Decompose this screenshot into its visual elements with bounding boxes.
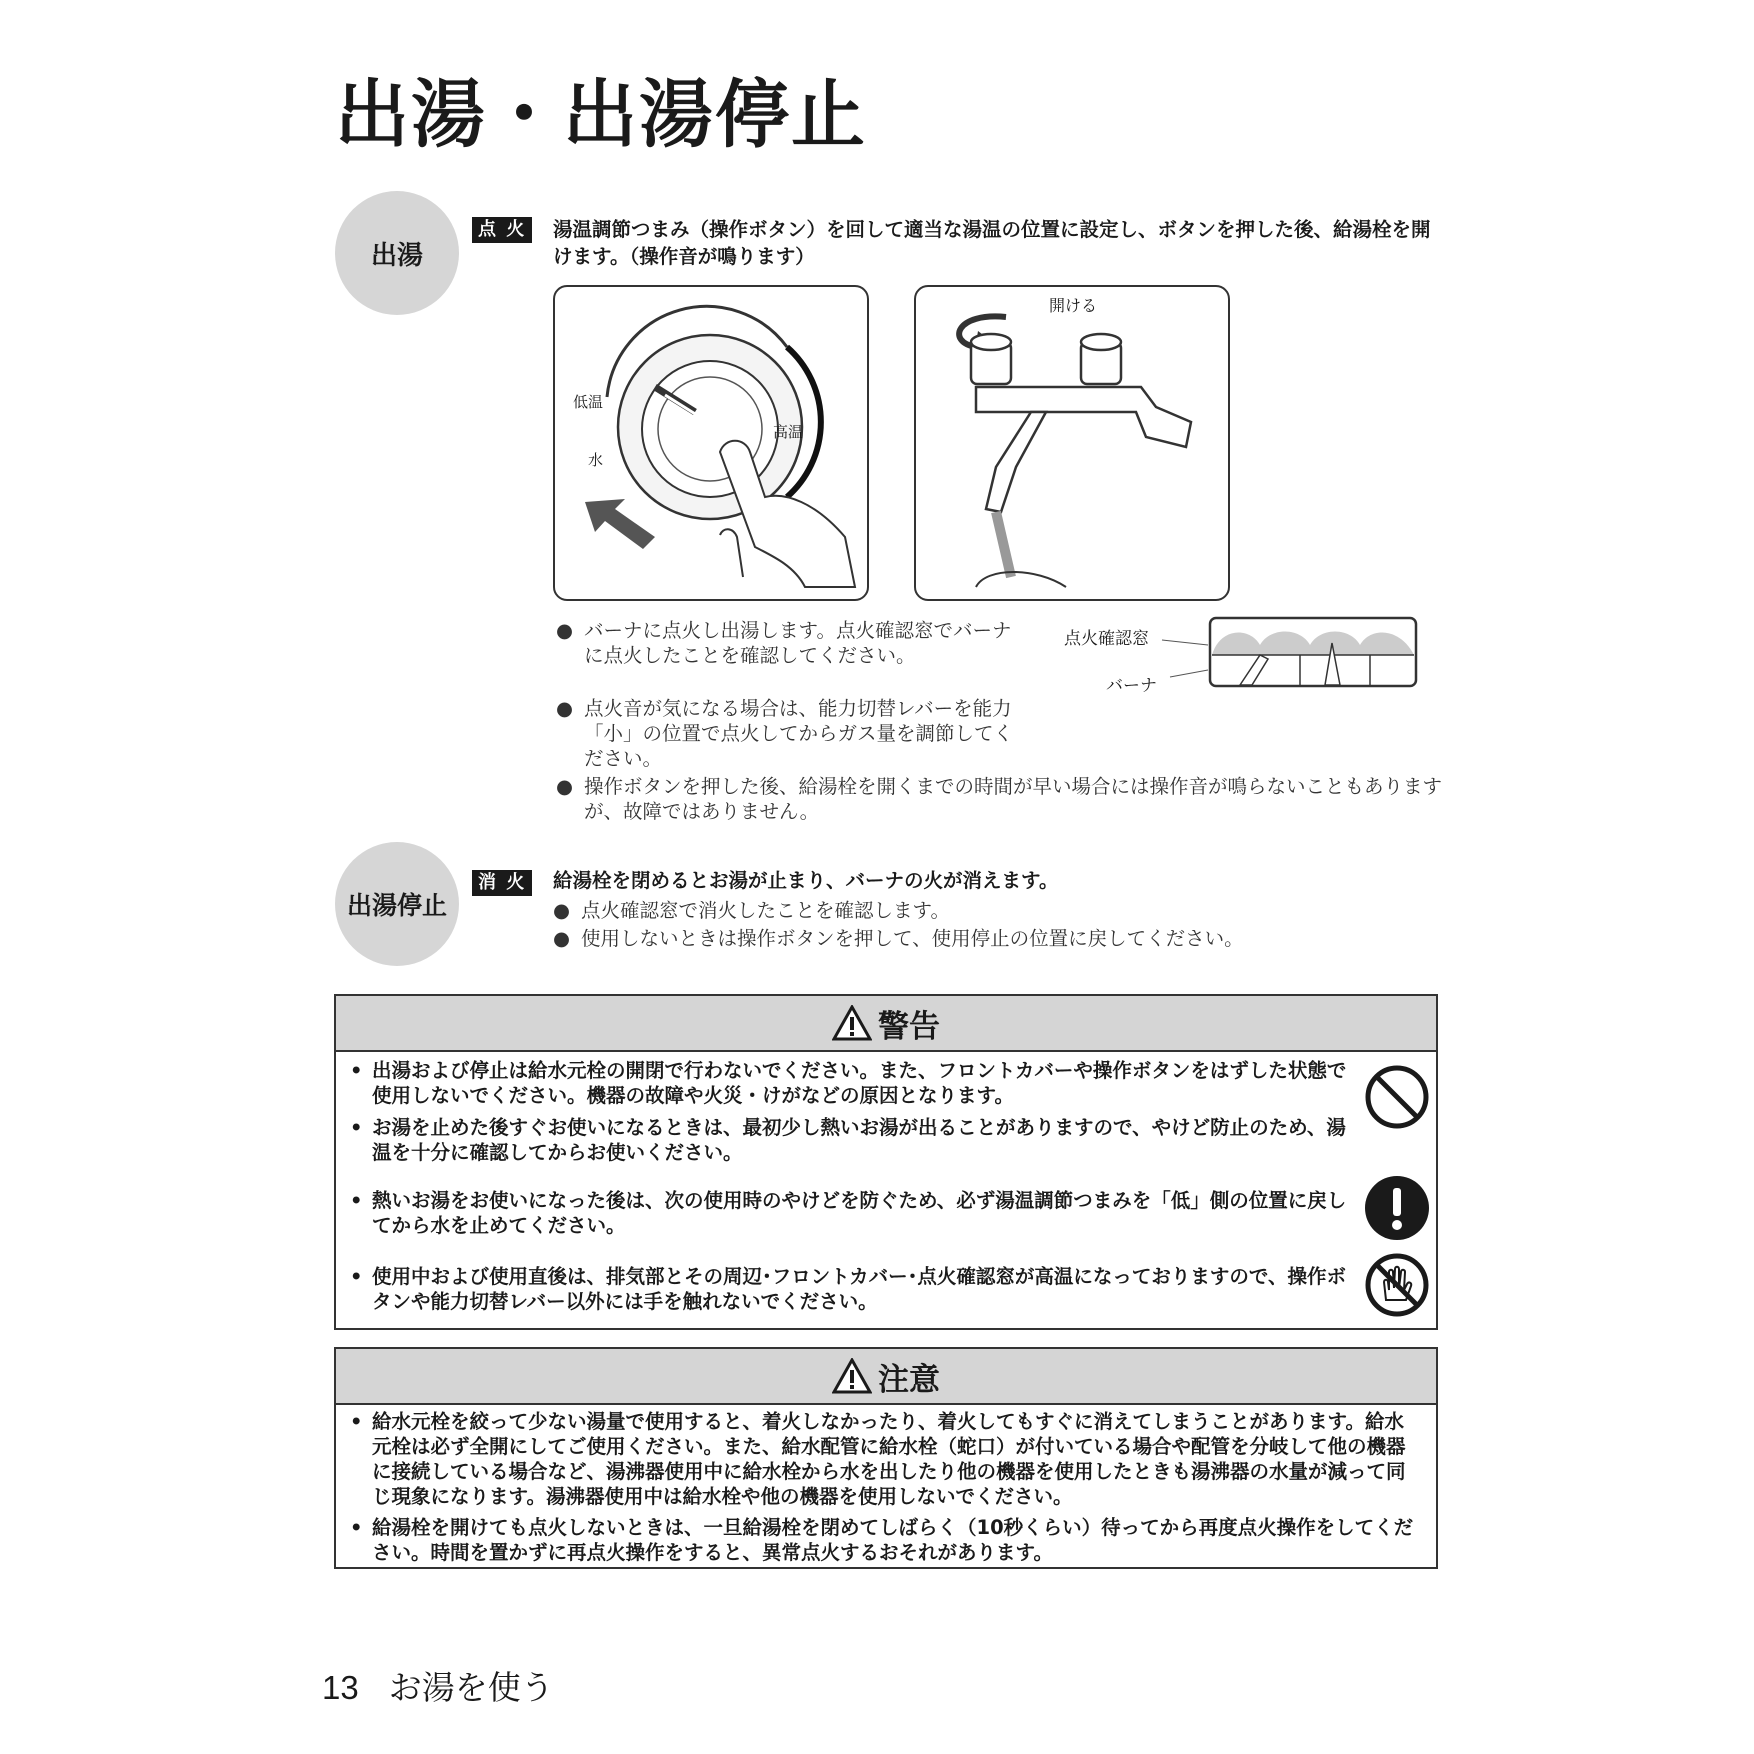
page-footer [322, 1662, 554, 1709]
no-touch-icon [1364, 1252, 1430, 1318]
caution-item: • 給水元栓を絞って少ない湯量で使用すると、着火しなかったり、着火してもすぐに消えてしまうことがあります。給水元栓は必ず全開にしてご使用ください。また、給水配管に給水栓（蛇口）が付いている場合や配管を分岐して他の機器に接続している場合など、湯沸器使用中に給水栓から水を出したり他の機器を使用したときも湯沸器の水量が減って同じ現象になります。湯沸器使用中は給水栓や他の機器を使用しないでください。 [350, 1410, 1406, 1508]
warning-heading: 警告 [878, 1008, 940, 1045]
bullet-dot-icon: ● [556, 619, 574, 642]
dial-label-low: 低温 [573, 393, 604, 411]
prohibition-icon [1364, 1064, 1430, 1130]
warning-item: • お湯を止めた後すぐお使いになるときは、最初少し熱いお湯が出ることがありますので、やけど防止のため、湯温を十分に確認してからお使いください。 [350, 1116, 1346, 1164]
section-circle-stop [335, 842, 459, 966]
section1-lead: 湯温調節つまみ（操作ボタン）を回して適当な湯温の位置に設定し、ボタンを押した後、給湯栓を開けます。（操作音が鳴ります） [553, 218, 1431, 268]
warning-box [334, 994, 1438, 1330]
faucet-label-open: 開ける [1049, 296, 1098, 315]
dial-label-high: 高温 [773, 423, 804, 441]
page-title: 出湯・出湯停止 [335, 72, 867, 158]
mandatory-icon [1364, 1175, 1430, 1241]
warning-item: • 熱いお湯をお使いになった後は、次の使用時のやけどを防ぐため、必ず湯温調節つまみを「低」側の位置に戻してから水を止めてください。 [350, 1189, 1347, 1237]
caution-item: • 給湯栓を開けても点火しないときは、一旦給湯栓を閉めてしばらく（10秒くらい）待ってから再度点火操作をしてください。時間を置かずに再点火操作をすると、異常点火するおそれがあります。 [350, 1516, 1414, 1564]
ignition-window-drawing [1160, 615, 1420, 690]
section-name: お湯を使う [388, 1668, 554, 1707]
warning-item: • 出湯および停止は給水元栓の開閉で行わないでください。また、フロントカバーや操作ボタンをはずした状態で使用しないでください。機器の故障や火災・けがなどの原因となります。 [350, 1059, 1347, 1107]
dial-label-water: 水 [588, 451, 604, 469]
bullet-item: ● バーナに点火し出湯します。点火確認窓でバーナに点火したことを確認してください。 [556, 619, 1012, 667]
caution-heading: 注意 [878, 1361, 940, 1398]
warning-triangle-icon [832, 1358, 872, 1394]
tag-ignition: 点 火 [472, 217, 532, 243]
bullet-dot-icon: ● [553, 927, 571, 950]
warning-triangle-icon [832, 1005, 872, 1041]
faucet-illustration [914, 285, 1230, 601]
section-circle-shutto [335, 191, 459, 315]
caution-header [336, 1349, 1436, 1405]
bullet-item: ● 点火音が気になる場合は、能力切替レバーを能力「小」の位置で点火してからガス量を調節してください。 [556, 697, 1014, 770]
bullet-item: ● 使用しないときは操作ボタンを押して、使用停止の位置に戻してください。 [553, 927, 1244, 950]
dial-drawing [555, 287, 867, 599]
tag-extinguish: 消 火 [472, 870, 532, 896]
dial-illustration [553, 285, 869, 601]
burner-label: バーナ [1106, 676, 1157, 696]
warning-header [336, 996, 1436, 1052]
circle-label: 出湯 [370, 240, 423, 271]
bullet-item: ● 点火確認窓で消火したことを確認します。 [553, 899, 950, 922]
window-label: 点火確認窓 [1064, 629, 1149, 649]
bullet-item: ● 操作ボタンを押した後、給湯栓を開くまでの時間が早い場合には操作音が鳴らないこともありますが、故障ではありません。 [556, 775, 1443, 823]
warning-item: • 使用中および使用直後は、排気部とその周辺･フロントカバー･点火確認窓が高温になっておりますので、操作ボタンや能力切替レバー以外には手を触れないでください。 [350, 1265, 1347, 1313]
caution-box [334, 1347, 1438, 1569]
bullet-dot-icon: ● [553, 899, 571, 922]
section2-lead: 給湯栓を閉めるとお湯が止まり、バーナの火が消えます。 [553, 869, 1059, 892]
faucet-drawing [916, 287, 1228, 599]
circle-label: 出湯停止 [346, 891, 447, 920]
bullet-dot-icon: ● [556, 697, 574, 720]
page-number: 13 [322, 1669, 359, 1706]
bullet-dot-icon: ● [556, 775, 574, 798]
